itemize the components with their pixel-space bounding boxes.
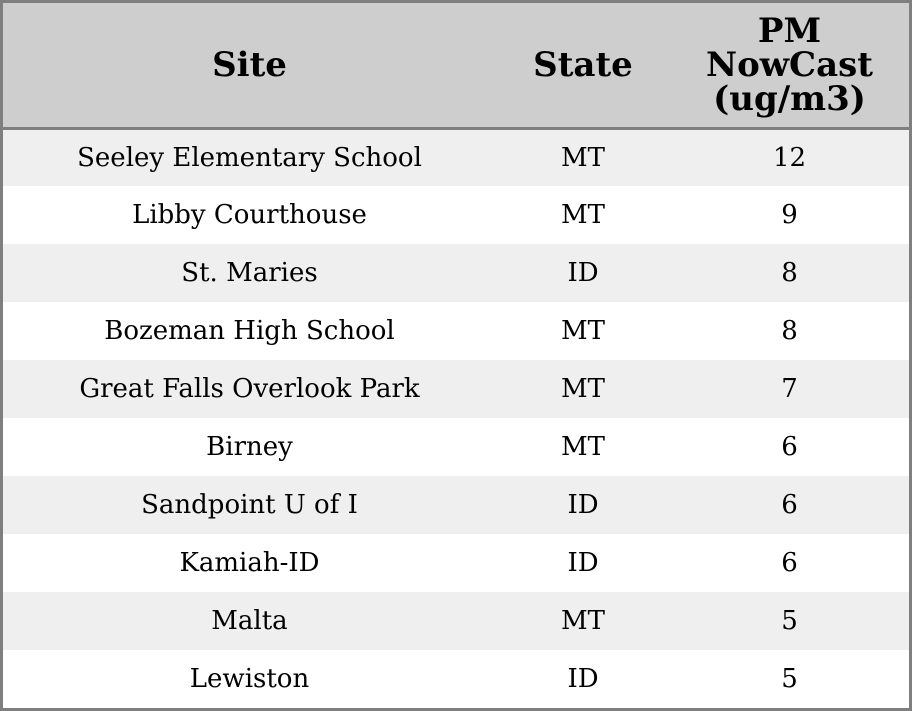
header-site: Site bbox=[3, 3, 496, 128]
header-row bbox=[3, 3, 909, 128]
pm-cell: 6 bbox=[781, 432, 798, 462]
header-pm-nowcast bbox=[670, 3, 909, 128]
pm-cell: 6 bbox=[781, 548, 798, 578]
state-cell: MT bbox=[561, 316, 605, 346]
pm-cell: 6 bbox=[781, 490, 798, 520]
site-cell: Malta bbox=[211, 606, 288, 636]
state-cell: ID bbox=[567, 258, 599, 288]
pm-cell: 7 bbox=[781, 374, 798, 404]
table-body bbox=[3, 128, 909, 708]
pm-cell: 12 bbox=[772, 142, 807, 173]
state-cell: MT bbox=[561, 606, 605, 636]
table-row bbox=[3, 534, 909, 592]
table-row bbox=[3, 650, 909, 708]
table-row bbox=[3, 592, 909, 650]
pm-cell: 8 bbox=[781, 258, 798, 288]
pm-cell: 8 bbox=[781, 316, 798, 346]
site-cell: Seeley Elementary School bbox=[77, 142, 422, 173]
pm-cell: 5 bbox=[781, 664, 798, 694]
site-cell: Bozeman High School bbox=[104, 316, 395, 346]
state-cell: ID bbox=[567, 664, 599, 694]
header-state: State bbox=[496, 3, 670, 128]
pm-cell: 5 bbox=[781, 606, 798, 636]
table-header bbox=[3, 3, 909, 128]
header-pm-line-1: PM bbox=[757, 10, 822, 51]
state-cell: MT bbox=[561, 142, 605, 173]
state-cell: MT bbox=[561, 200, 605, 230]
header-pm-line-3: (ug/m3) bbox=[713, 78, 866, 119]
site-cell: Birney bbox=[206, 432, 293, 462]
table-row bbox=[3, 360, 909, 418]
state-cell: ID bbox=[567, 490, 599, 520]
table-row bbox=[3, 244, 909, 302]
pm-cell: 9 bbox=[781, 200, 798, 230]
state-cell: MT bbox=[561, 374, 605, 404]
site-cell: Lewiston bbox=[189, 664, 310, 694]
pm-nowcast-table bbox=[3, 3, 909, 708]
table-row bbox=[3, 128, 909, 186]
site-cell: Kamiah-ID bbox=[179, 548, 320, 578]
site-cell: Sandpoint U of I bbox=[141, 490, 358, 520]
header-pm-line-2: NowCast bbox=[706, 44, 873, 85]
table-row bbox=[3, 476, 909, 534]
table-row bbox=[3, 418, 909, 476]
site-cell: Libby Courthouse bbox=[132, 200, 367, 230]
state-cell: ID bbox=[567, 548, 599, 578]
state-cell: MT bbox=[561, 432, 605, 462]
site-cell: St. Maries bbox=[181, 258, 318, 288]
site-cell: Great Falls Overlook Park bbox=[79, 374, 420, 404]
table-row bbox=[3, 302, 909, 360]
table-row bbox=[3, 186, 909, 244]
